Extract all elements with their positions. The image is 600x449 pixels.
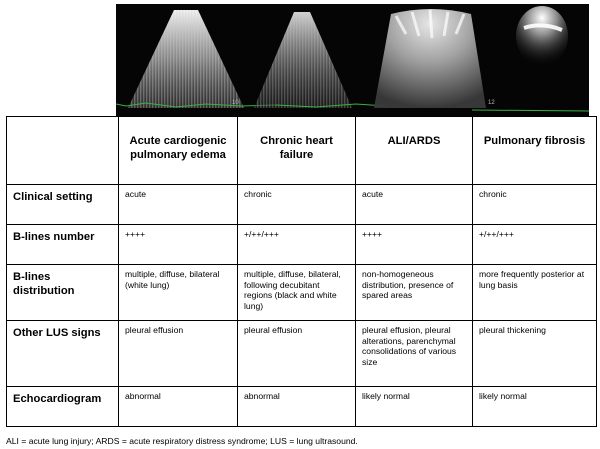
table-cell: +/++/+++	[473, 225, 597, 265]
table-row-clinical-setting	[7, 185, 597, 225]
table-cell: abnormal	[119, 387, 238, 427]
column-header-pulmonary-fibrosis: Pulmonary fibrosis	[473, 117, 597, 185]
table-cell: ++++	[356, 225, 473, 265]
ultrasound-strip-svg	[116, 4, 589, 116]
table-cell: chronic	[473, 185, 597, 225]
comparison-table	[6, 116, 597, 427]
table-row-b-lines-number	[7, 225, 597, 265]
table-cell: more frequently posterior at lung basis	[473, 265, 597, 321]
table-row-other-lus-signs	[7, 321, 597, 387]
table-cell: likely normal	[473, 387, 597, 427]
row-label: Other LUS signs	[7, 321, 119, 387]
scale-text-3: 12	[488, 100, 495, 106]
ultrasound-image-strip	[116, 4, 589, 116]
table-corner-cell	[7, 117, 119, 185]
table-cell: ++++	[119, 225, 238, 265]
row-label: B-lines number	[7, 225, 119, 265]
column-header-ali-ards: ALI/ARDS	[356, 117, 473, 185]
table-footnote: ALI = acute lung injury; ARDS = acute respiratory distress syndrome; LUS = lung ultrasound.	[6, 436, 358, 446]
table-cell: multiple, diffuse, bilateral, following decubitant regions (black and white lung)	[238, 265, 356, 321]
ultrasound-image-1	[116, 10, 276, 108]
table-cell: pleural effusion, pleural alterations, parenchymal consolidations of various size	[356, 321, 473, 387]
row-label: B-lines distribution	[7, 265, 119, 321]
table-cell: acute	[119, 185, 238, 225]
scale-text-1: 10	[232, 100, 239, 106]
table-cell: +/++/+++	[238, 225, 356, 265]
ultrasound-image-2	[254, 12, 386, 108]
ultrasound-image-3	[374, 9, 495, 108]
table-row-echocardiogram	[7, 387, 597, 427]
ultrasound-image-4	[472, 6, 589, 111]
table-cell: pleural effusion	[238, 321, 356, 387]
column-header-chronic-heart-failure: Chronic heart failure	[238, 117, 356, 185]
row-label: Echocardiogram	[7, 387, 119, 427]
table-cell: pleural thickening	[473, 321, 597, 387]
table-cell: pleural effusion	[119, 321, 238, 387]
table-cell: likely normal	[356, 387, 473, 427]
column-header-acute-cardiogenic: Acute cardiogenic pulmonary edema	[119, 117, 238, 185]
table-cell: non-homogeneous distribution, presence of spared areas	[356, 265, 473, 321]
table-cell: chronic	[238, 185, 356, 225]
row-label: Clinical setting	[7, 185, 119, 225]
table-cell: multiple, diffuse, bilateral (white lung)	[119, 265, 238, 321]
table-cell: abnormal	[238, 387, 356, 427]
table-row-b-lines-distribution	[7, 265, 597, 321]
table-header-row	[7, 117, 597, 185]
table-cell: acute	[356, 185, 473, 225]
